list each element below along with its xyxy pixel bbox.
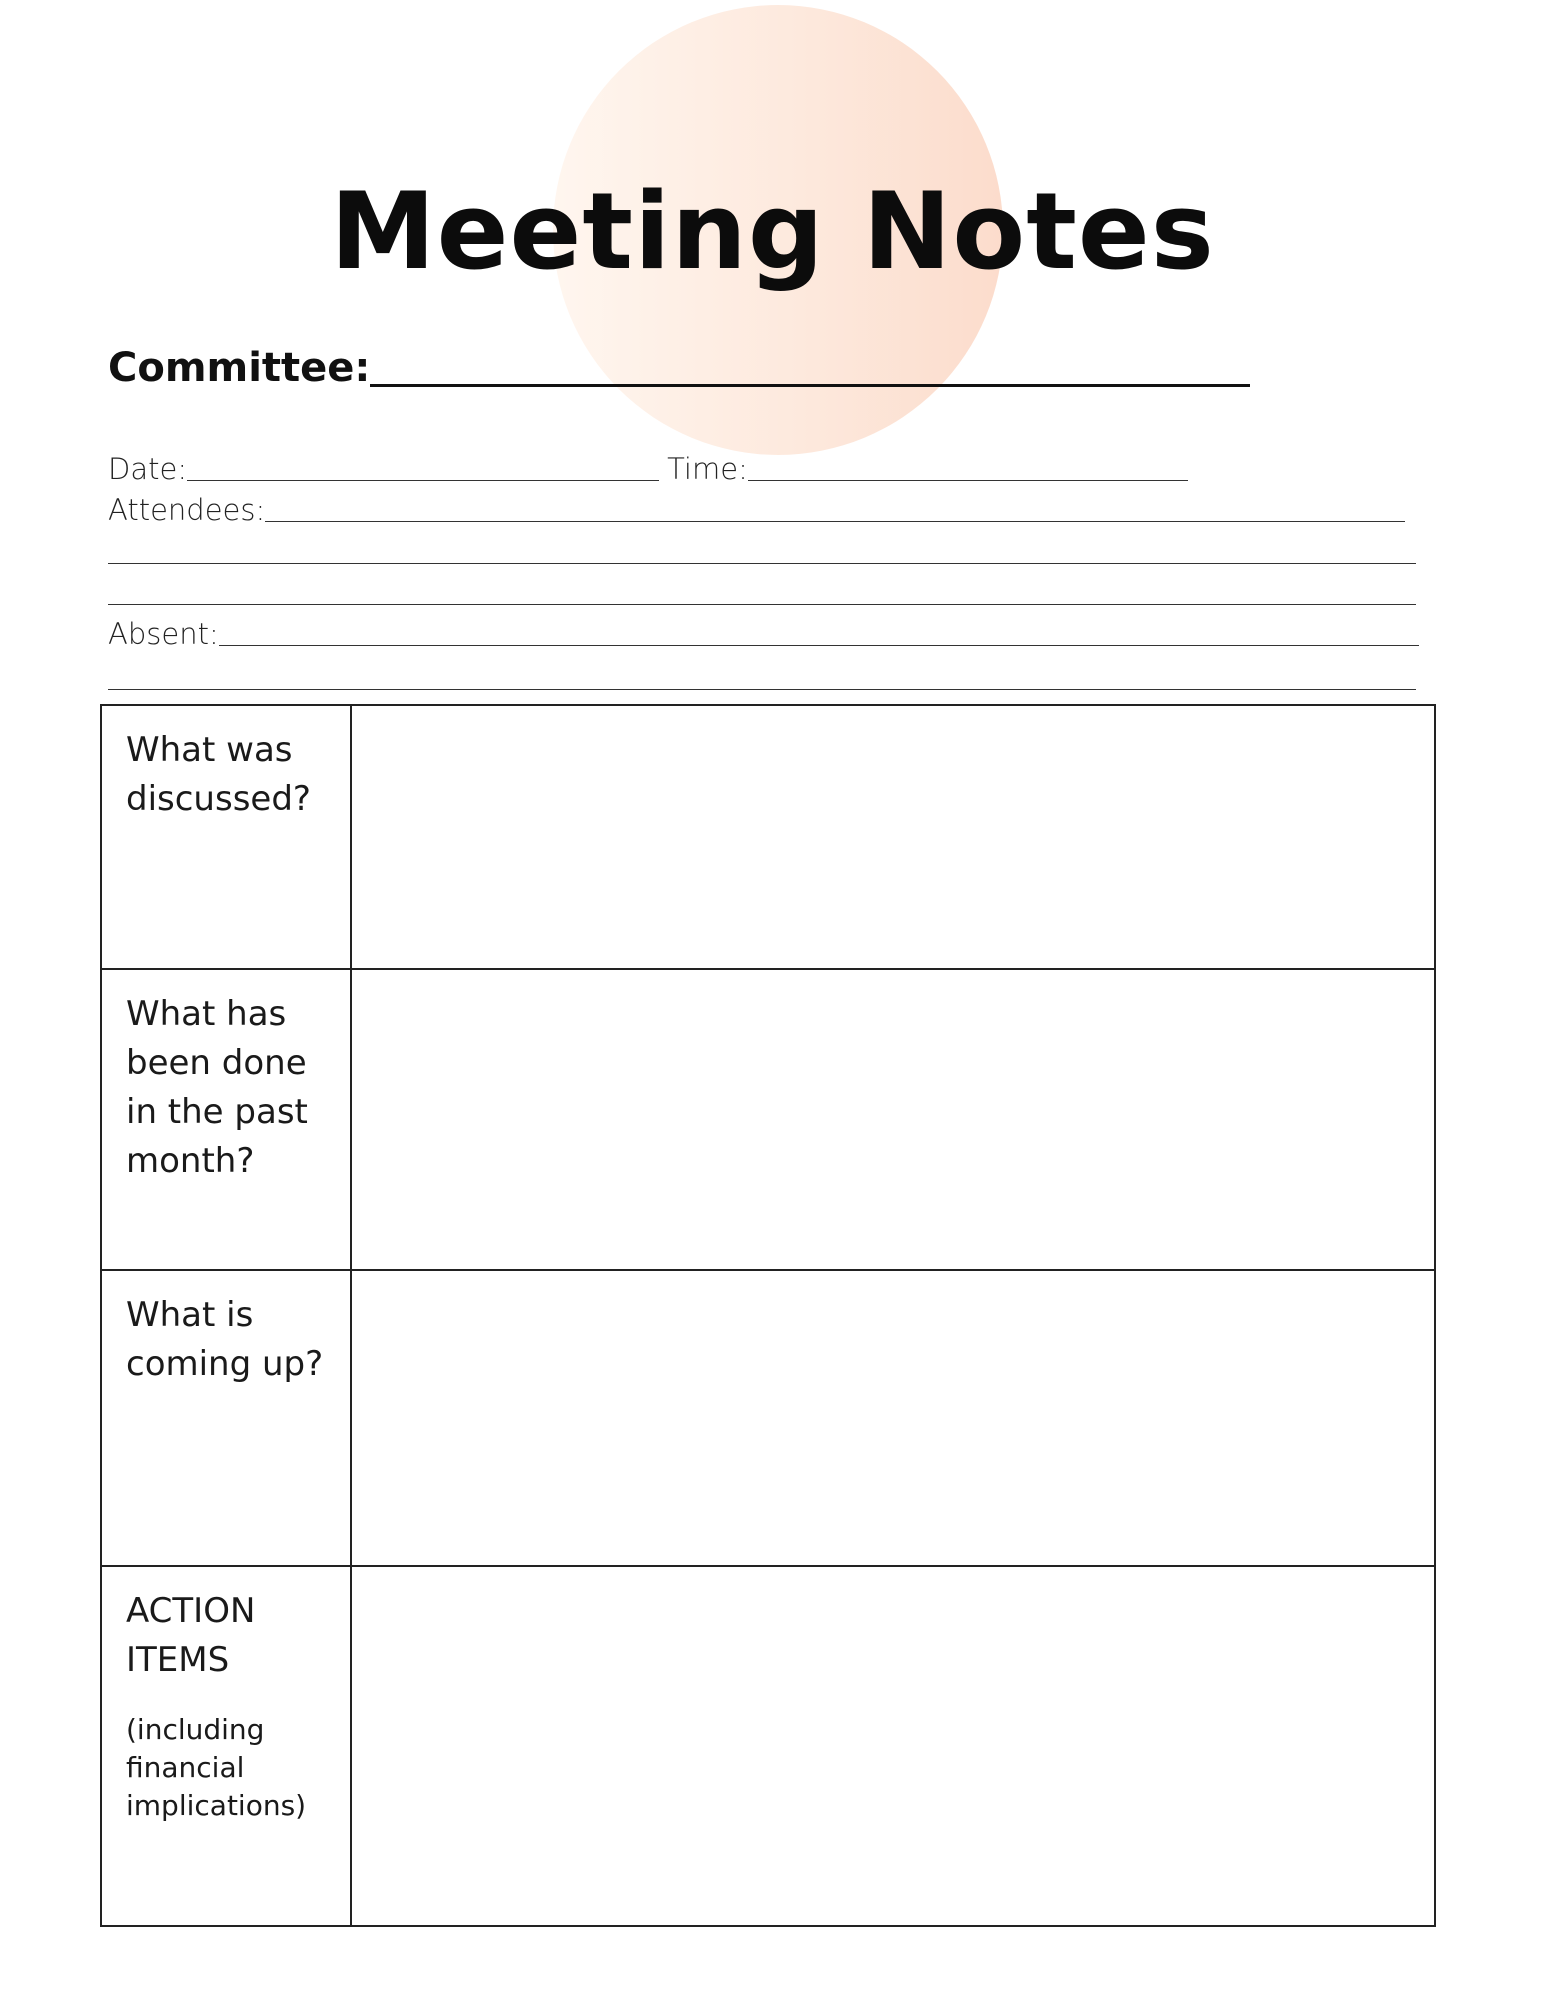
attendees-extra-line-1[interactable]	[108, 563, 1416, 564]
committee-label: Committee:	[108, 345, 371, 391]
absent-label: Absent:	[108, 617, 219, 651]
time-label: Time:	[667, 452, 748, 486]
answer-cell[interactable]	[351, 705, 1435, 969]
attendees-label: Attendees:	[108, 493, 266, 527]
answer-cell[interactable]	[351, 1566, 1435, 1926]
absent-input-line[interactable]	[219, 645, 1419, 646]
notes-table	[100, 704, 1436, 1927]
table-row	[101, 705, 1435, 969]
absent-extra-line[interactable]	[108, 689, 1416, 690]
answer-cell[interactable]	[351, 969, 1435, 1270]
date-input-line[interactable]	[187, 480, 659, 481]
question-cell	[101, 705, 351, 969]
attendees-row	[108, 493, 1405, 527]
question-cell	[101, 1270, 351, 1566]
date-time-row	[108, 452, 1188, 486]
table-row	[101, 1270, 1435, 1566]
question-label: What is coming up?	[126, 1295, 324, 1384]
table-row	[101, 969, 1435, 1270]
time-input-line[interactable]	[748, 480, 1188, 481]
question-label: What has been done in the past month?	[126, 994, 308, 1181]
attendees-input-line[interactable]	[265, 521, 1405, 522]
question-label: What was discussed?	[126, 730, 311, 819]
page-title: Meeting Notes	[330, 170, 1215, 293]
question-label: ACTION ITEMS	[126, 1591, 256, 1680]
question-note: (including financial implications)	[126, 1713, 307, 1822]
absent-row	[108, 617, 1419, 651]
question-cell	[101, 969, 351, 1270]
table-row	[101, 1566, 1435, 1926]
attendees-extra-line-2[interactable]	[108, 604, 1416, 605]
question-cell	[101, 1566, 351, 1926]
committee-input-line[interactable]	[370, 384, 1250, 387]
answer-cell[interactable]	[351, 1270, 1435, 1566]
committee-field	[108, 345, 1250, 391]
date-label: Date:	[108, 452, 188, 486]
